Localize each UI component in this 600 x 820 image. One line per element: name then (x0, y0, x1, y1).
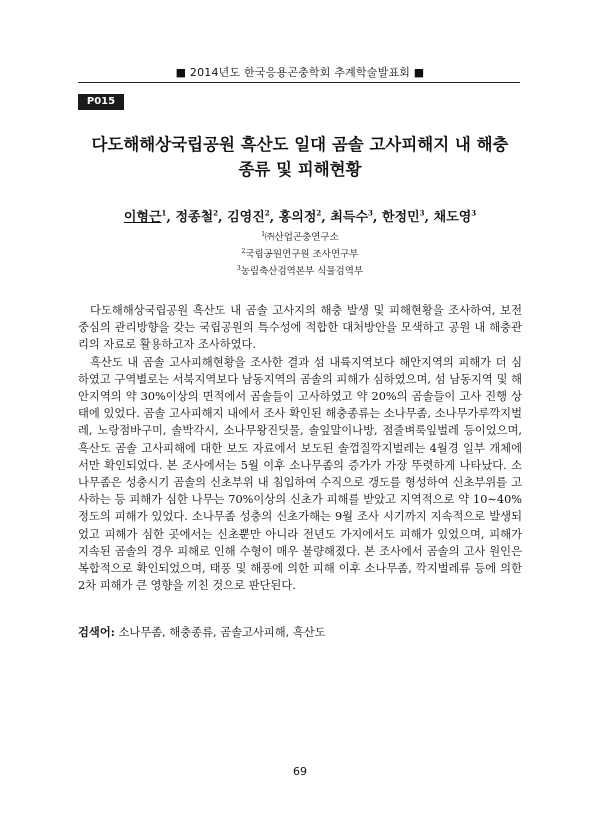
header-rule (78, 82, 520, 83)
author-affil-mark: 2 (213, 208, 219, 218)
affiliation-item: $^1$㈜산업곤충연구소 (261, 231, 339, 244)
author-name: 홍의정 (278, 210, 317, 225)
abstract-paragraph-1: 다도해해상국립공원 흑산도 내 곰솔 고사지의 해충 발생 및 피해현황을 조사하여, 보전중심의 관리방향을 갖는 국립공원의 특수성에 적합한 대처방안을 모색하고 공원 내 해충관리의 자료로 활용하고자 조사하였다. (78, 304, 522, 352)
author-affil-mark: 1 (161, 208, 167, 218)
affiliation-list (70, 228, 530, 279)
abstract-paragraph-2: 흑산도 내 곰솔 고사피해현황을 조사한 결과 섬 내륙지역보다 해안지역의 피해가 더 심하였고 구역별로는 서북지역보다 남동지역의 곰솔의 피해가 심하였으며, 섬 남동지역 및 해안지역의 약 30%이상의 면적에서 곰솔들이 고사하였고 약 20%의 곰솔들이 고사 진행 상태에 있었다. 곰솔 고사피해지 내에서 조사 확인된 해충종류는 소나무좀, 소나무가루깍지벌레, 노랑점바구미, 솔박각시, 소나무왕진딧물, 솔잎말이나방, 점줄벼룩잎벌레 등이었으며, 흑산도 곰솔 고사피해에 대한 보도 자료에서 보도된 솔껍질깍지벌레는 4월경 일부 개체에서만 확인되었다. 본 조사에서는 5월 이후 소나무좀의 증가가 가장 뚜렷하게 나타났다. 소나무좀은 성충시기 곰솔의 신초부위 내 침입하여 수직으로 갱도를 형성하여 신초부위를 고사하는 등 피해가 심한 나무는 70%이상의 신초가 피해를 받았고 지역적으로 약 10∼40% 정도의 피해가 있었다. 소나무좀 성충의 신초가해는 9월 조사 시기까지 지속적으로 발생되었고 피해가 심한 곳에서는 신초뿐만 아니라 전년도 가지에서도 피해가 있었으며, 피해가 지속된 곰솔의 경우 피해로 인해 수형이 매우 불량해졌다. 본 조사에서 곰솔의 고사 원인은 복합적으로 확인되었으며, 태풍 및 해풍에 의한 피해 이후 소나무좀, 깍지벌레류 등에 의한 2차 피해가 큰 영향을 끼친 것으로 판단된다. (78, 355, 522, 593)
paper-title (70, 132, 530, 182)
author-name: 채도영 (433, 210, 472, 225)
keywords (78, 624, 522, 640)
running-header: ■ 2014년도 한국응용곤충학회 추계학술발표회 ■ (175, 66, 425, 79)
title-line-1: 다도해해상국립공원 흑산도 일대 곰솔 고사피해지 내 해충 (91, 135, 509, 154)
author-affil-mark: 3 (368, 208, 373, 218)
keywords-label: 검색어: (78, 625, 115, 639)
author-name: 이형근 (123, 210, 162, 225)
affiliation-item: $^3$농림축산검역본부 식물검역부 (236, 265, 364, 278)
author-list: 이형근$^1$, 정종철$^2$, 김영진$^2$, 홍의정$^2$, 최득수$^3$, 한정민$^3$, 채도영$^3$ (123, 208, 477, 225)
author-name: 정종철 (175, 210, 214, 225)
author-name: 김영진 (227, 210, 265, 225)
page-number: 69 (293, 765, 307, 778)
author-affil-mark: 2 (316, 208, 322, 218)
author-affil-mark: 3 (471, 208, 477, 218)
poster-id-badge: P015 (78, 94, 124, 110)
author-affil-mark: 3 (419, 208, 425, 218)
author-affil-mark: 2 (264, 208, 270, 218)
affiliation-item: $^2$국립공원연구원 조사연구부 (241, 248, 359, 261)
keywords-text: 소나무좀, 해충종류, 곰솔고사피해, 흑산도 (114, 626, 326, 639)
title-line-2: 종류 및 피해현황 (238, 160, 362, 179)
abstract-body (78, 302, 522, 594)
author-name: 최득수 (330, 210, 369, 225)
author-name: 한정민 (381, 210, 420, 225)
